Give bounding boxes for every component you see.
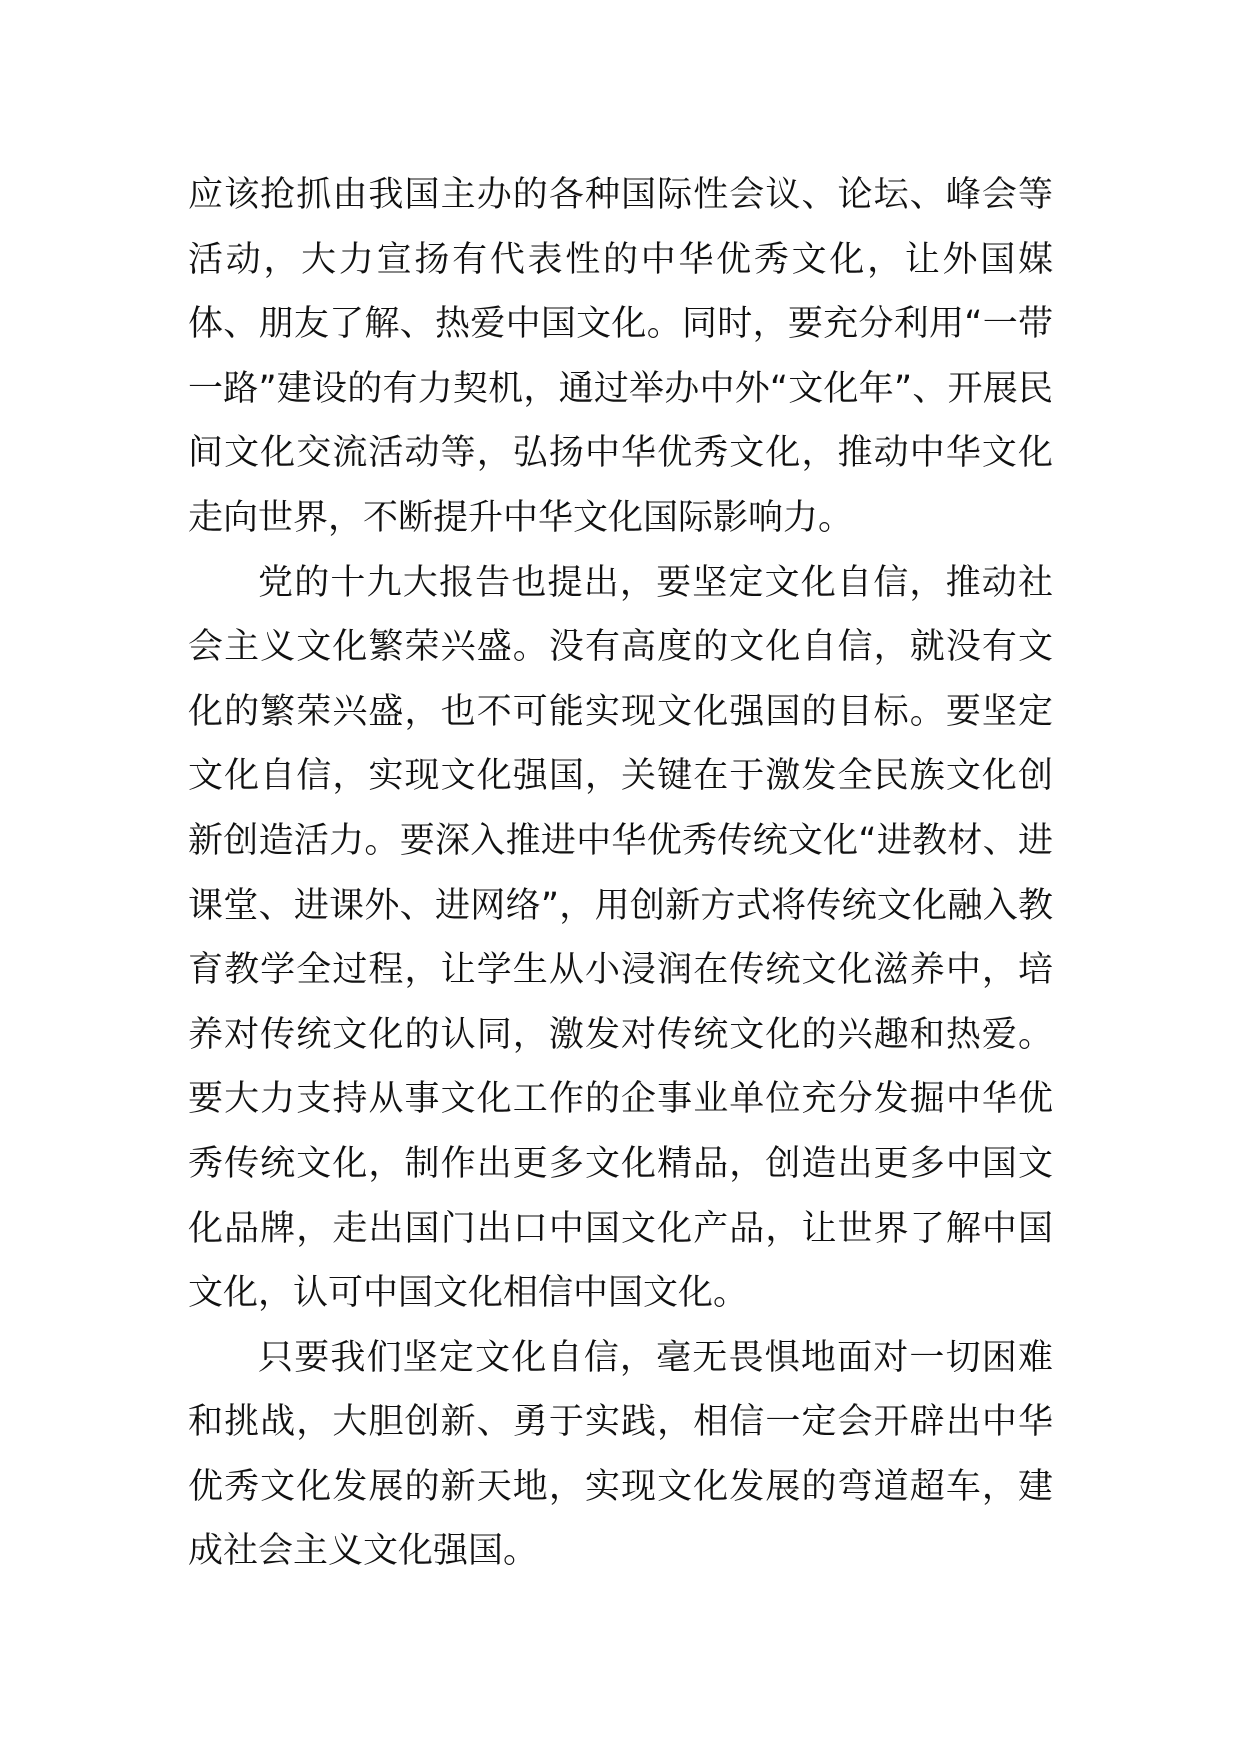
paragraph-cultural-confidence: 党的十九大报告也提出，要坚定文化自信，推动社会主义文化繁荣兴盛。没有高度的文化自信，就没有文化的繁荣兴盛，也不可能实现文化强国的目标。要坚定文化自信，实现文化强国，关键在于激发全民族文化创新创造活力。要深入推进中华优秀传统文化“进教材、进课堂、进课外、进网络”，用创新方式将传统文化融入教育教学全过程，让学生从小浸润在传统文化滋养中，培养对传统文化的认同，激发对传统文化的兴趣和热爱。要大力支持从事文化工作的企事业单位充分发掘中华优秀传统文化，制作出更多文化精品，创造出更多中国文化品牌，走出国门出口中国文化产品，让世界了解中国文化，认可中国文化相信中国文化。 xyxy=(188,562,1053,1314)
document-page xyxy=(188,163,1053,1584)
paragraph-continuation: 应该抢抓由我国主办的各种国际性会议、论坛、峰会等活动，大力宣扬有代表性的中华优秀文化，让外国媒体、朋友了解、热爱中国文化。同时，要充分利用“一带一路”建设的有力契机，通过举办中外“文化年”、开展民间文化交流活动等，弘扬中华优秀文化，推动中华文化走向世界，不断提升中华文化国际影响力。 xyxy=(188,175,1053,538)
paragraph-conclusion: 只要我们坚定文化自信，毫无畏惧地面对一切困难和挑战，大胆创新、勇于实践，相信一定会开辟出中华优秀文化发展的新天地，实现文化发展的弯道超车，建成社会主义文化强国。 xyxy=(188,1337,1053,1572)
